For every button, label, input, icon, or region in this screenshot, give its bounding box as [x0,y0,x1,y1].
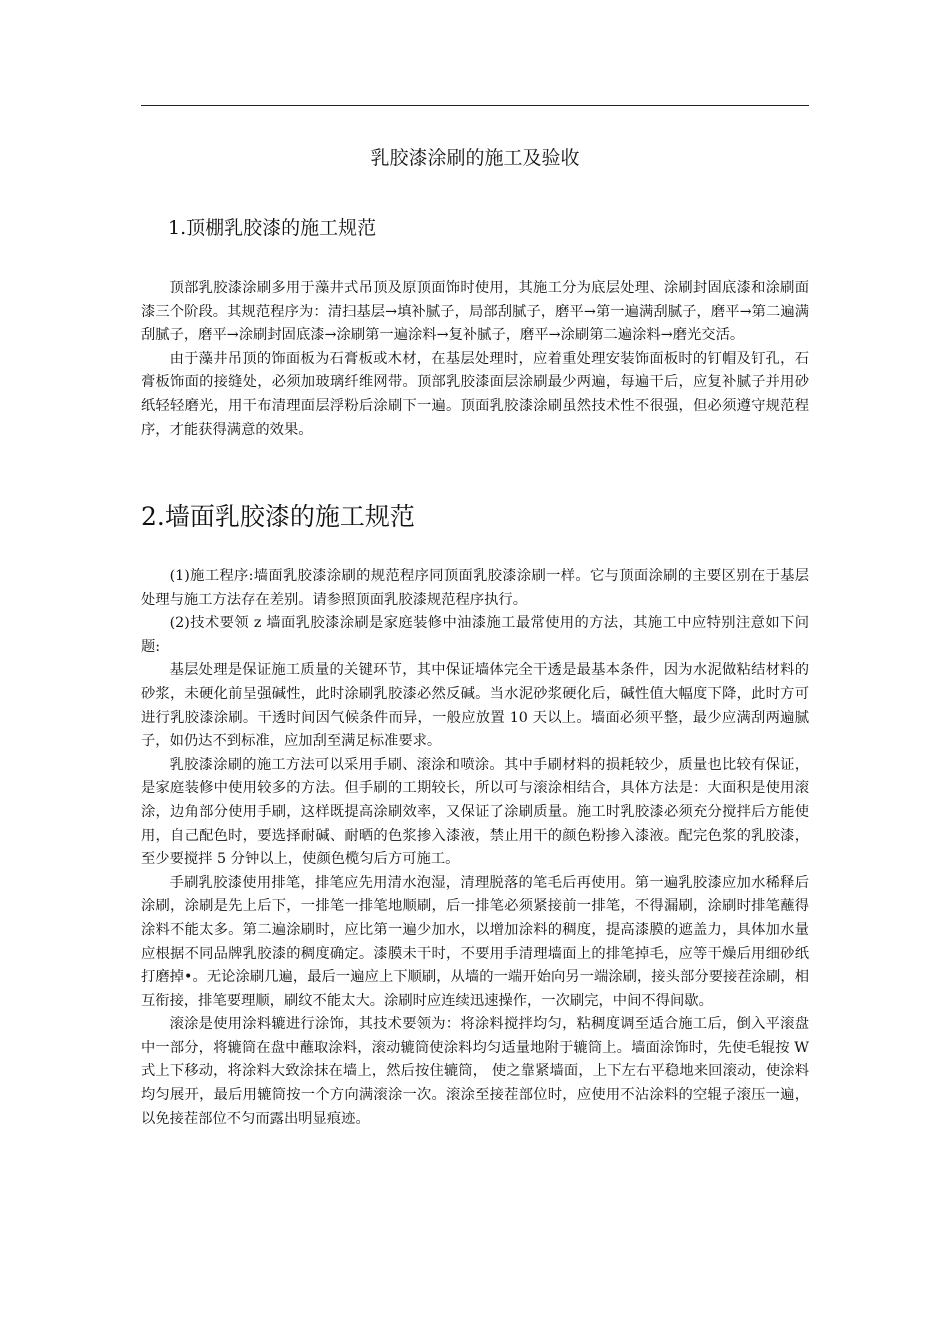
paragraph: 滚涂是使用涂料辘进行涂饰，其技术要领为：将涂料搅拌均匀，粘稠度调至适合施工后，倒入平滚盘中一部分，将辘筒在盘中蘸取涂料，滚动辘筒使涂料均匀适量地附于辘筒上。墙面涂饰时，先使毛辊按 W 式上下移动，将涂料大致涂抹在墙上，然后按住辘筒， 使之靠紧墙面，上下左右平稳地来回滚动，使涂料均匀展开，最后用辘筒按一个方向满滚涂一次。滚涂至接茬部位时，应使用不沾涂料的空辊子滚压一遍，以免接茬部位不匀而露出明显痕迹。 [141,1016,809,1127]
section-2-heading: 2.墙面乳胶漆的施工规范 [141,502,415,531]
paragraph: 乳胶漆涂刷的施工方法可以采用手刷、滚涂和喷涂。其中手刷材料的损耗较少，质量也比较有保证，是家庭装修中使用较多的方法。但手刷的工期较长，所以可与滚涂相结合，具体方法是：大面积是使用滚涂，边角部分使用手刷，这样既提高涂刷效率，又保证了涂刷质量。施工时乳胶漆必须充分搅拌后方能使用，自己配色时，要选择耐碱、耐晒的色浆掺入漆液，禁止用干的颜色粉掺入漆液。配完色浆的乳胶漆，至少要搅拌 5 分钟以上，使颜色榄匀后方可施工。 [141,756,809,868]
paragraph: (1)施工程序:墙面乳胶漆涂刷的规范程序同顶面乳胶漆涂刷一样。它与顶面涂刷的主要区别在于基层处理与施工方法存在差别。请参照顶面乳胶漆规范程序执行。 [141,568,809,608]
section-2-body [141,565,809,1131]
section-1-body [141,277,809,442]
header-rule [141,105,809,106]
paragraph: (2)技术要领 z 墙面乳胶漆涂刷是家庭装修中油漆施工最常使用的方法，其施工中应特别注意如下问题: [141,615,809,655]
document-title: 乳胶漆涂刷的施工及验收 [370,147,580,169]
paragraph: 顶部乳胶漆涂刷多用于藻井式吊顶及原顶面饰时使用，其施工分为底层处理、涂刷封固底漆和涂刷面漆三个阶段。其规范程序为：清扫基层→填补腻子，局部刮腻子，磨平→第一遍满刮腻子，磨平→第二遍满刮腻子，磨平→涂刷封固底漆→涂刷第一遍涂料→复补腻子，磨平→涂刷第二遍涂料→磨光交活。 [141,280,809,344]
paragraph: 手刷乳胶漆使用排笔，排笔应先用清水泡湿，清理脱落的笔毛后再使用。第一遍乳胶漆应加水稀释后涂刷，涂刷是先上后下，一排笔一排笔地顺刷，后一排笔必须紧接前一排笔，不得漏刷，涂刷时排笔蘸得涂料不能太多。第二遍涂刷时，应比第一遍少加水，以增加涂料的稠度，提高漆膜的遮盖力，具体加水量应根据不同品牌乳胶漆的稠度确定。漆膜未干时，不要用手清理墙面上的排笔掉毛，应等干燥后用细砂纸打磨掉•。无论涂刷几遍，最后一遍应上下顺刷，从墙的一端开始向另一端涂刷，接头部分要接茬涂刷，相互衔接，排笔要理顺，刷纹不能太大。涂刷时应连续迅速操作，一次刷完，中间不得间歇。 [141,874,809,1009]
paragraph: 基层处理是保证施工质量的关键环节，其中保证墙体完全干透是最基本条件，因为水泥做粘结材料的砂浆，未硬化前呈强碱性，此时涂刷乳胶漆必然反碱。当水泥砂浆硬化后，碱性值大幅度下降，此时方可进行乳胶漆涂刷。干透时间因气候条件而异，一般应放置 10 天以上。墙面必须平整，最少应满刮两遍腻子，如仍达不到标准，应加刮至满足标准要求。 [141,662,809,750]
paragraph: 由于藻井吊顶的饰面板为石膏板或木材，在基层处理时，应着重处理安装饰面板时的钉帽及钉孔，石膏板饰面的接缝处，必须加玻璃纤维网带。顶部乳胶漆面层涂刷最少两遍，每遍干后，应复补腻子并用砂纸轻轻磨光，用干布清理面层浮粉后涂刷下一遍。顶面乳胶漆涂刷虽然技术性不很强，但必须遵守规范程序，才能获得满意的效果。 [141,350,809,438]
section-1-heading: 1.顶棚乳胶漆的施工规范 [168,217,377,239]
